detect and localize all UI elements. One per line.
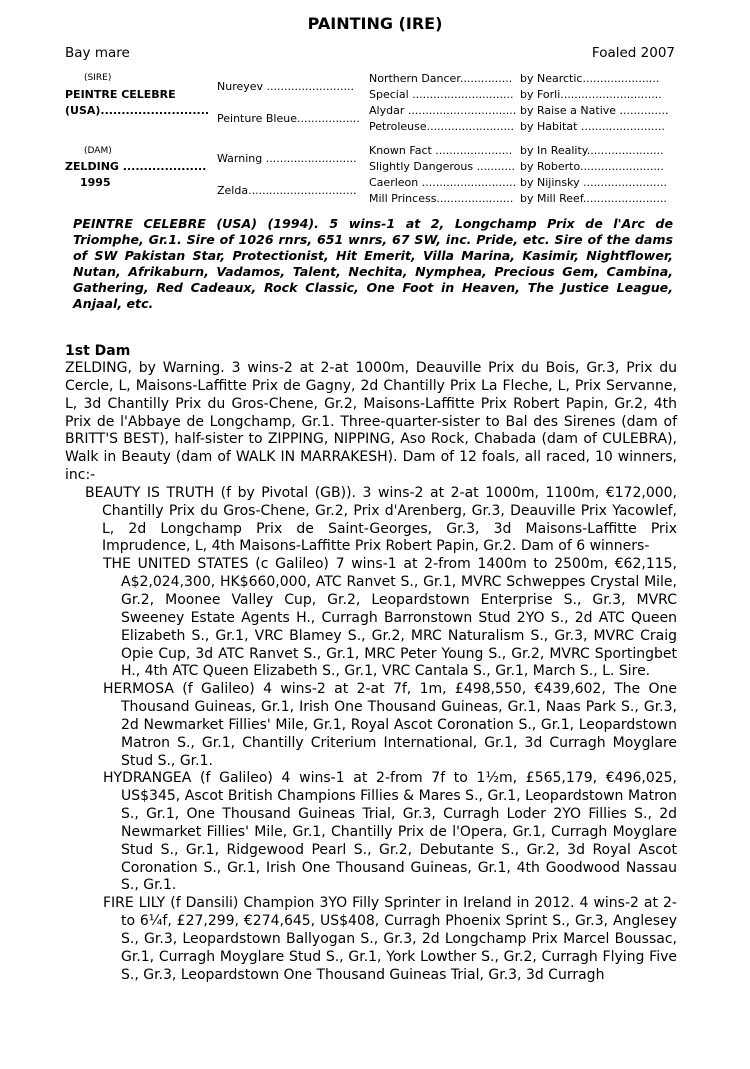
entry-fire-lily: FIRE LILY (f Dansili) Champion 3YO Filly Sprinter in Ireland in 2012. 4 wins-2 at 2-to 6¼f, £27,299, €274,645, US$408, Curragh Phoenix Sprint S., Gr.3, Anglesey S., Gr.3, Leopardstown Ballyogan S., Gr.3, 2d Longchamp Prix Marcel Boussac, Gr.1, Curragh Moyglare Stud S., Gr.1, York Lowther S., Gr.2, Curragh Flying Five S., Gr.3, Leopardstown One Thousand Guineas Trial, Gr.3, 3d Curragh [103, 895, 677, 983]
sire-country: (USA).......................... [65, 104, 210, 117]
g4-3: by Raise a Native .............. [520, 104, 669, 117]
page-title: PAINTING (IRE) [307, 14, 443, 33]
g4-1: by Nearctic...................... [520, 72, 660, 85]
g4-2: by Forli............................. [520, 88, 662, 101]
sire-summary: PEINTRE CELEBRE (USA) (1994). 5 wins-1 at 2, Longchamp Prix de l'Arc de Triomphe, Gr.1. Sire of 1026 rnrs, 651 wnrs, 67 SW, inc. Pride, etc. Sire of the dams of SW Pakistan Star, Protectionist, Hit Emerit, Villa Marina, Kasimir, Nightflower, Nutan, Afrikaburn, Vadamos, Talent, Nechita, Nymphea, Precious Gem, Cambina, Gathering, Red Cadeaux, Rock Classic, One Foot in Heaven, The Justice League, Anjaal, etc. [73, 216, 673, 311]
granddam-2: Zelda............................... [217, 184, 357, 197]
sire-name: PEINTRE CELEBRE [65, 88, 176, 101]
entry-hermosa: HERMOSA (f Galileo) 4 wins-2 at 2-at 7f, 1m, £498,550, €439,602, The One Thousand Guineas, Gr.1, Irish One Thousand Guineas, Gr.1, Naas Park S., Gr.3, 2d Newmarket Fillies' Mile, Gr.1, Royal Ascot Coronation S., Gr.1, Leopardstown Matron S., Gr.1, Chantilly Criterium International, Gr.1, 3d Curragh Moyglare Stud S., Gr.1. [103, 681, 677, 769]
g4-8: by Mill Reef........................ [520, 192, 667, 205]
sex-colour: Bay mare [65, 45, 130, 61]
g3-7: Caerleon ........................... [369, 176, 517, 189]
entry-hydrangea: HYDRANGEA (f Galileo) 4 wins-1 at 2-from 7f to 1½m, £565,179, €496,025, US$345, Ascot British Champions Fillies & Mares S., Gr.1, Leopardstown Matron S., Gr.1, One Thousand Guineas Trial, Gr.3, Curragh Loder 2YO Fillies S., 2d Newmarket Fillies' Mile, Gr.1, Chantilly Prix de l'Opera, Gr.1, Curragh Moyglare Stud S., Gr.1, Ridgewood Pearl S., Gr.2, Debutante S., Gr.2, 3d Royal Ascot Coronation S., Gr.1, Irish One Thousand Guineas, Gr.1, 4th Goodwood Nassau S., Gr.1. [103, 770, 677, 894]
entry-zelding: ZELDING, by Warning. 3 wins-2 at 2-at 1000m, Deauville Prix du Bois, Gr.3, Prix du Cercle, L, Maisons-Laffitte Prix de Gagny, 2d Chantilly Prix La Fleche, L, Prix Servanne, L, 3d Chantilly Prix du Gros-Chene, Gr.2, Maisons-Laffitte Prix Robert Papin, Gr.2, 4th Prix de l'Abbaye de Longchamp, Gr.1. Three-quarter-sister to Bal des Sirenes (dam of BRITT'S BEST), half-sister to ZIPPING, NIPPING, Aso Rock, Chabada (dam of CULEBRA), Walk in Beauty (dam of WALK IN MARRAKESH). Dam of 12 foals, all raced, 10 winners, inc:- [65, 360, 677, 484]
dam-heading: 1st Dam [65, 343, 131, 359]
g4-4: by Habitat ........................ [520, 120, 665, 133]
dam-label: (DAM) [84, 146, 112, 156]
g4-7: by Nijinsky ........................ [520, 176, 667, 189]
grandsire-1: Nureyev ......................... [217, 80, 354, 93]
g3-4: Petroleuse......................... [369, 120, 515, 133]
entry-the-united-states: THE UNITED STATES (c Galileo) 7 wins-1 at 2-from 1400m to 2500m, €62,115, A$2,024,300, HK$660,000, ATC Ranvet S., Gr.1, MVRC Schweppes Crystal Mile, Gr.2, Moonee Valley Cup, Gr.2, Leopardstown Enterprise S., Gr.3, MVRC Sweeney Estate Agents H., Curragh Barronstown Stud 2YO S., 2d ATC Queen Elizabeth S., Gr.1, VRC Blamey S., Gr.2, MRC Naturalism S., Gr.3, MVRC Craig Opie Cup, 3d ATC Ranvet S., Gr.1, MRC Peter Young S., Gr.2, MVRC Sportingbet H., 4th ATC Queen Elizabeth S., Gr.1, VRC Cantala S., Gr.1, March S., L. Sire. [103, 556, 677, 680]
g3-2: Special ............................. [369, 88, 514, 101]
granddam-1: Peinture Bleue.................. [217, 112, 360, 125]
dam-name: ZELDING .................... [65, 160, 207, 173]
dam-section [65, 360, 677, 985]
g3-5: Known Fact ...................... [369, 144, 513, 157]
foaled-year: Foaled 2007 [591, 45, 675, 61]
g3-1: Northern Dancer............... [369, 72, 513, 85]
dam-year: 1995 [80, 176, 111, 189]
g4-6: by Roberto........................ [520, 160, 664, 173]
g4-5: by In Reality...................... [520, 144, 664, 157]
entry-beauty-is-truth: BEAUTY IS TRUTH (f by Pivotal (GB)). 3 wins-2 at 2-at 1000m, 1100m, €172,000, Chantilly Prix du Gros-Chene, Gr.2, Prix d'Arenberg, Gr.3, Deauville Prix Yacowlef, L, 2d Longchamp Prix de Saint-Georges, Gr.3, 3d Maisons-Laffitte Prix Imprudence, L, 4th Maisons-Laffitte Prix Robert Papin, Gr.2. Dam of 6 winners- [85, 484, 677, 555]
sire-label: (SIRE) [84, 73, 112, 83]
g3-3: Alydar ............................... [369, 104, 517, 117]
grandsire-2: Warning .......................... [217, 152, 357, 165]
g3-8: Mill Princess...................... [369, 192, 514, 205]
g3-6: Slightly Dangerous ........... [369, 160, 516, 173]
